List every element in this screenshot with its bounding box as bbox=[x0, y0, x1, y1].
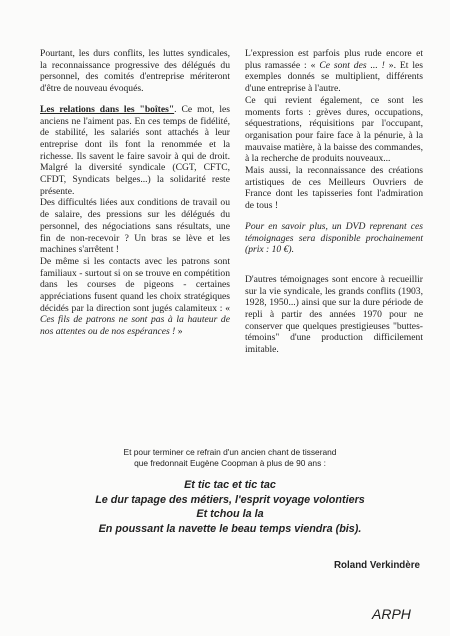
paragraph-testimonies: D'autres témoignages sont encore à recueillir sur la vie syndicale, les grands conflits (1903, 1928, 1950...) ainsi que sur la dure période de repli à partir des années 1970 pour ne conserver que quelques prestigieuses "buttes-témoins" d'une production difficilement imitable. bbox=[245, 273, 423, 356]
right-column bbox=[245, 48, 423, 356]
song-intro-line-2: que fredonnait Eugène Coopman à plus de 90 ans : bbox=[134, 457, 326, 468]
arph-stamp: ARPH bbox=[372, 606, 411, 622]
paragraph-expression-end: ». Et les exemples donnés se multiplient, différents d'une entreprise à l'autre. bbox=[245, 59, 423, 95]
left-column bbox=[40, 48, 230, 338]
paragraph-moments: Ce qui revient également, ce sont les moments forts : grèves dures, occupations, séquestrations, réquisitions par l'occupant, organisation pour faire face à la pénurie, à la mauvaise matière, à la baisse des commandes, à la recherche de produits nouveaux... bbox=[245, 94, 423, 165]
paragraph-conflicts: Pourtant, les durs conflits, les luttes syndicales, la reconnaissance progressive des délégués du personnel, des comités d'entreprise mériteront d'être de nouveau évoqués. bbox=[40, 48, 230, 95]
paragraph-patrons bbox=[40, 256, 230, 338]
footer-section bbox=[40, 447, 420, 536]
dvd-note: Pour en savoir plus, un DVD reprenant ces témoignages sera disponible prochainement (prix : 10 €). bbox=[245, 220, 423, 256]
song-intro bbox=[40, 447, 420, 468]
expression-quote: Ce sont des ... ! bbox=[319, 59, 385, 71]
song-line: En poussant la navette le beau temps viendra (bis). bbox=[98, 522, 362, 535]
paragraph-relations-text: . Ce mot, les anciens ne l'aiment pas. En ces temps de fidélité, de stabilité, les salariés sont attachés à leur entreprise dont ils font la renommée et la richesse. Ils savent le faire savoir à qui de droit. Malgré la diversité syndicale (CGT, CFTC, CFDT, Syndicats belges...) la solidarité reste présente. bbox=[40, 103, 230, 197]
paragraph-difficulties: Des difficultés liées aux conditions de travail ou de salaire, des pressions sur les délégués du personnel, des négociations sans résultats, une fin de non-recevoir ? Un bras se lève et les machines s'arrêtent ! bbox=[40, 197, 230, 256]
song-line: Et tic tac et tic tac bbox=[184, 479, 276, 491]
paragraph-patrons-text: De même si les contacts avec les patrons sont familiaux - surtout si on se trouve en compétition dans les courses de pigeons - certaines appréciations fusent quand les choix stratégiques décidés par la direction sont jugés calamiteux : « bbox=[40, 255, 230, 314]
paragraph-patrons-end: » bbox=[175, 326, 183, 338]
song-line: Et tchou la la bbox=[196, 508, 264, 520]
patrons-quote: Ces fils de patrons ne sont pas à la hauteur de nos attentes ou de nos espérances ! bbox=[40, 314, 230, 338]
song-intro-line-1: Et pour terminer ce refrain d'un ancien chant de tisserand bbox=[123, 447, 337, 457]
section-heading: Les relations dans les "boîtes" bbox=[40, 103, 175, 115]
paragraph-recognition: Mais aussi, la reconnaissance des créations artistiques de ces Meilleurs Ouvriers de France dont les tapisseries font l'admiration de tous ! bbox=[245, 165, 423, 212]
paragraph-relations bbox=[40, 104, 230, 198]
paragraph-expression bbox=[245, 48, 423, 95]
song-refrain bbox=[40, 478, 420, 536]
song-line: Le dur tapage des métiers, l'esprit voyage volontiers bbox=[95, 493, 365, 506]
paragraph-expression-text: L'expression est parfois plus rude encore et plus ramassée : « bbox=[245, 48, 423, 71]
author-signature: Roland Verkindère bbox=[333, 560, 420, 571]
